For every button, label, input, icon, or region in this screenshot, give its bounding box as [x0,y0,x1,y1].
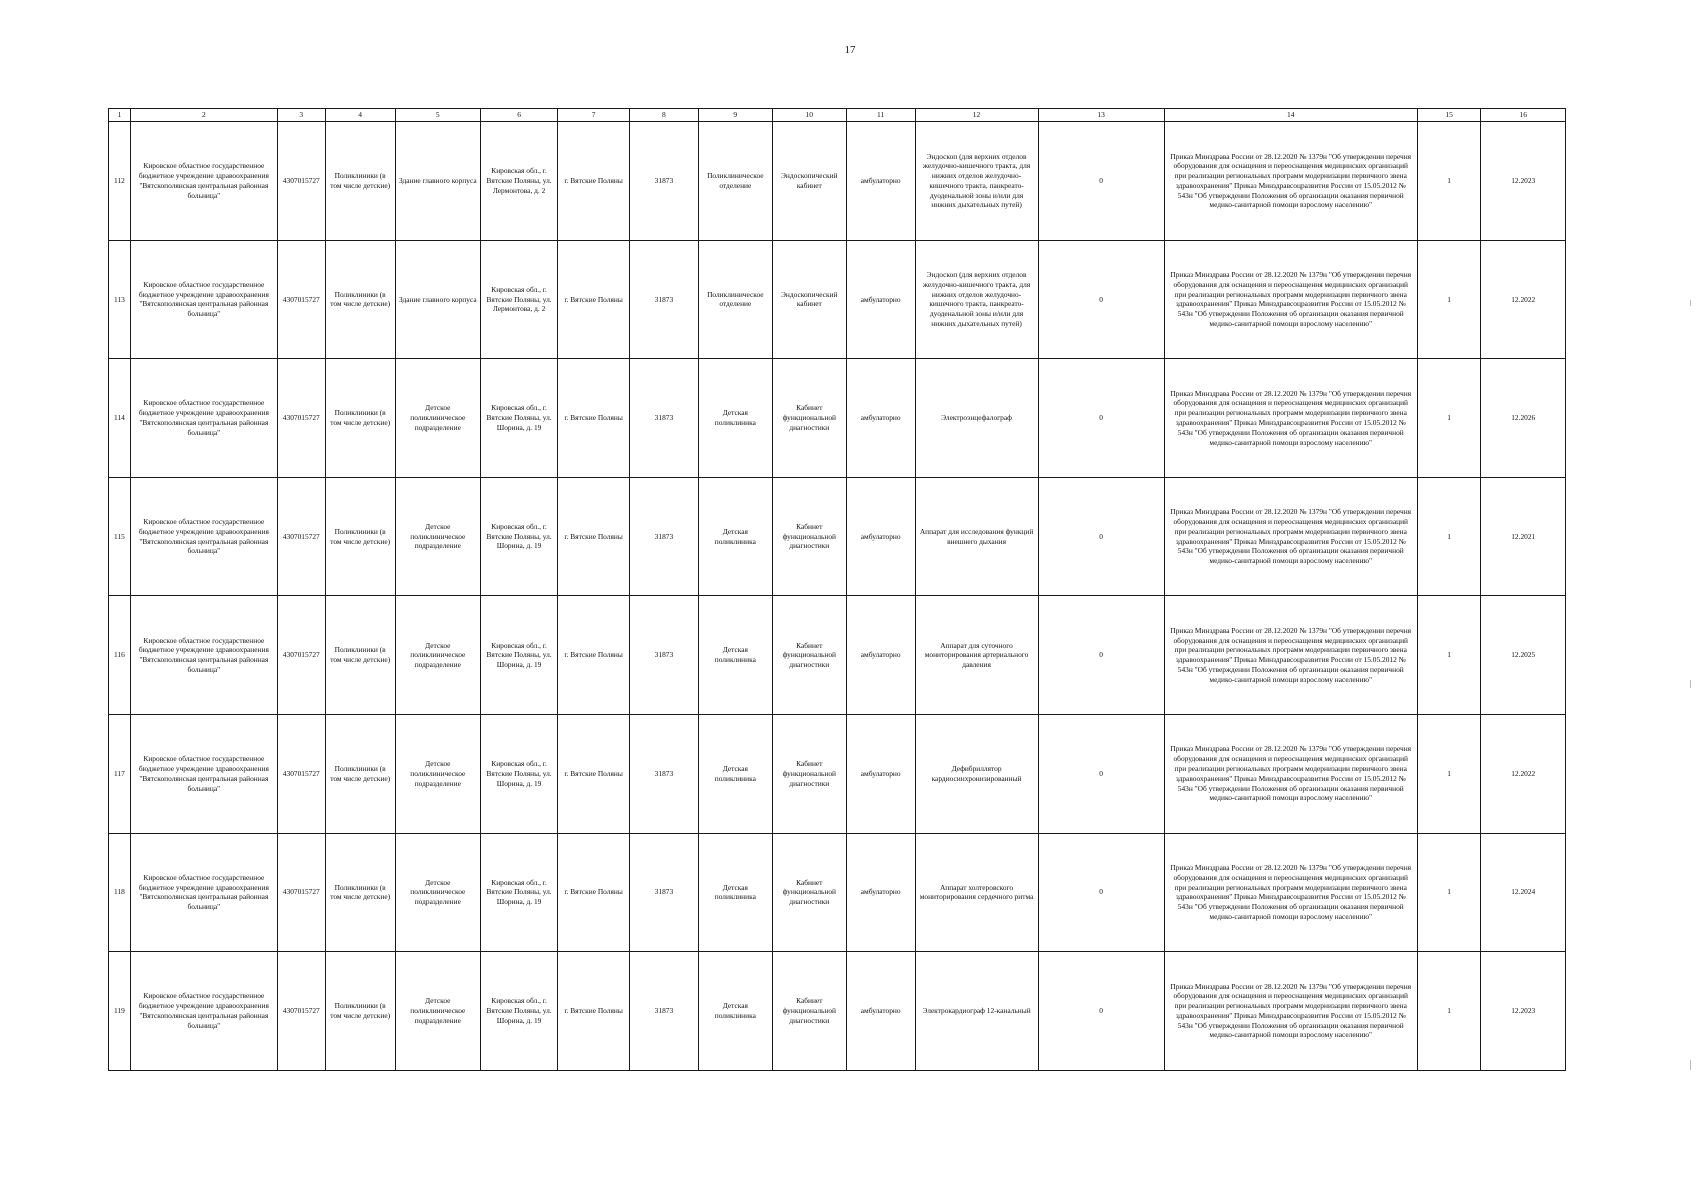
available-count: 0 [1038,240,1164,359]
regulation-order: Приказ Минздрава России от 28.12.2020 № 1379н "Об утверждении перечня оборудования для оснащения и переоснащения медицинских организаций при реализации региональных программ модернизации первичного звена здравоохранения" Приказ Минздравсоцразвития России от 15.05.2012 № 543н "Об утверждении Положения об организации оказания первичной медико-санитарной помощи взрослому населению" [1164,833,1417,952]
inn-cell: 4307015727 [277,122,325,241]
equipment-name: Аппарат для суточного мониторирования артериального давления [915,596,1038,715]
code-cell: 31873 [630,714,699,833]
deadline-date: 12.2022 [1481,714,1566,833]
deadline-date: 12.2026 [1481,359,1566,478]
address-cell: Кировская обл., г. Вятские Поляны, ул. Шорина, д. 19 [481,833,558,952]
settlement-cell: г. Вятские Поляны [558,833,630,952]
row-number: 115 [109,477,131,596]
unit-type: Поликлиники (в том числе детские) [325,833,395,952]
care-type: амбулаторно [846,240,915,359]
scan-mark [1690,1060,1691,1070]
inn-cell: 4307015727 [277,477,325,596]
care-type: амбулаторно [846,833,915,952]
unit-type: Поликлиники (в том числе детские) [325,122,395,241]
department-cell: Детская поликлиника [698,714,772,833]
deadline-date: 12.2023 [1481,122,1566,241]
inn-cell: 4307015727 [277,596,325,715]
regulation-order: Приказ Минздрава России от 28.12.2020 № 1379н "Об утверждении перечня оборудования для оснащения и переоснащения медицинских организаций при реализации региональных программ модернизации первичного звена здравоохранения" Приказ Минздравсоцразвития России от 15.05.2012 № 543н "Об утверждении Положения об организации оказания первичной медико-санитарной помощи взрослому населению" [1164,240,1417,359]
address-cell: Кировская обл., г. Вятские Поляны, ул. Лермонтова, д. 2 [481,240,558,359]
available-count: 0 [1038,833,1164,952]
department-cell: Детская поликлиника [698,596,772,715]
column-number-row [109,109,1566,122]
care-type: амбулаторно [846,359,915,478]
organization-name: Кировское областное государственное бюджетное учреждение здравоохранения "Вятскополянская центральная районная больница" [130,240,277,359]
deadline-date: 12.2021 [1481,477,1566,596]
table-row [109,359,1566,478]
code-cell: 31873 [630,596,699,715]
settlement-cell: г. Вятские Поляны [558,596,630,715]
address-cell: Кировская обл., г. Вятские Поляны, ул. Шорина, д. 19 [481,952,558,1071]
column-number-9: 9 [698,109,772,122]
code-cell: 31873 [630,122,699,241]
organization-name: Кировское областное государственное бюджетное учреждение здравоохранения "Вятскополянская центральная районная больница" [130,714,277,833]
department-cell: Детская поликлиника [698,359,772,478]
column-number-3: 3 [277,109,325,122]
room-cell: Кабинет функциональной диагностики [772,359,846,478]
row-number: 114 [109,359,131,478]
available-count: 0 [1038,477,1164,596]
building-name: Детское поликлиническое подразделение [395,952,480,1071]
care-type: амбулаторно [846,952,915,1071]
inn-cell: 4307015727 [277,714,325,833]
quantity-cell: 1 [1417,359,1481,478]
scan-mark [1690,300,1691,306]
room-cell: Кабинет функциональной диагностики [772,952,846,1071]
available-count: 0 [1038,359,1164,478]
row-number: 116 [109,596,131,715]
regulation-order: Приказ Минздрава России от 28.12.2020 № 1379н "Об утверждении перечня оборудования для оснащения и переоснащения медицинских организаций при реализации региональных программ модернизации первичного звена здравоохранения" Приказ Минздравсоцразвития России от 15.05.2012 № 543н "Об утверждении Положения об организации оказания первичной медико-санитарной помощи взрослому населению" [1164,714,1417,833]
building-name: Здание главного корпуса [395,240,480,359]
care-type: амбулаторно [846,596,915,715]
quantity-cell: 1 [1417,952,1481,1071]
available-count: 0 [1038,122,1164,241]
code-cell: 31873 [630,952,699,1071]
inn-cell: 4307015727 [277,952,325,1071]
regulation-order: Приказ Минздрава России от 28.12.2020 № 1379н "Об утверждении перечня оборудования для оснащения и переоснащения медицинских организаций при реализации региональных программ модернизации первичного звена здравоохранения" Приказ Минздравсоцразвития России от 15.05.2012 № 543н "Об утверждении Положения об организации оказания первичной медико-санитарной помощи взрослому населению" [1164,477,1417,596]
inn-cell: 4307015727 [277,359,325,478]
quantity-cell: 1 [1417,122,1481,241]
address-cell: Кировская обл., г. Вятские Поляны, ул. Шорина, д. 19 [481,359,558,478]
table-row [109,122,1566,241]
quantity-cell: 1 [1417,240,1481,359]
table-body [109,122,1566,1071]
code-cell: 31873 [630,833,699,952]
equipment-name: Электрокардиограф 12-канальный [915,952,1038,1071]
deadline-date: 12.2023 [1481,952,1566,1071]
regulation-order: Приказ Минздрава России от 28.12.2020 № 1379н "Об утверждении перечня оборудования для оснащения и переоснащения медицинских организаций при реализации региональных программ модернизации первичного звена здравоохранения" Приказ Минздравсоцразвития России от 15.05.2012 № 543н "Об утверждении Положения об организации оказания первичной медико-санитарной помощи взрослому населению" [1164,122,1417,241]
code-cell: 31873 [630,359,699,478]
organization-name: Кировское областное государственное бюджетное учреждение здравоохранения "Вятскополянская центральная районная больница" [130,359,277,478]
row-number: 117 [109,714,131,833]
quantity-cell: 1 [1417,477,1481,596]
page-number: 17 [844,44,856,56]
row-number: 112 [109,122,131,241]
address-cell: Кировская обл., г. Вятские Поляны, ул. Шорина, д. 19 [481,596,558,715]
settlement-cell: г. Вятские Поляны [558,359,630,478]
regulation-order: Приказ Минздрава России от 28.12.2020 № 1379н "Об утверждении перечня оборудования для оснащения и переоснащения медицинских организаций при реализации региональных программ модернизации первичного звена здравоохранения" Приказ Минздравсоцразвития России от 15.05.2012 № 543н "Об утверждении Положения об организации оказания первичной медико-санитарной помощи взрослому населению" [1164,359,1417,478]
settlement-cell: г. Вятские Поляны [558,477,630,596]
unit-type: Поликлиники (в том числе детские) [325,952,395,1071]
care-type: амбулаторно [846,122,915,241]
column-number-5: 5 [395,109,480,122]
department-cell: Поликлиническое отделение [698,122,772,241]
column-number-1: 1 [109,109,131,122]
building-name: Детское поликлиническое подразделение [395,833,480,952]
organization-name: Кировское областное государственное бюджетное учреждение здравоохранения "Вятскополянская центральная районная больница" [130,477,277,596]
inn-cell: 4307015727 [277,833,325,952]
room-cell: Кабинет функциональной диагностики [772,833,846,952]
quantity-cell: 1 [1417,833,1481,952]
settlement-cell: г. Вятские Поляны [558,952,630,1071]
settlement-cell: г. Вятские Поляны [558,714,630,833]
table-row [109,714,1566,833]
building-name: Детское поликлиническое подразделение [395,714,480,833]
room-cell: Эндоскопический кабинет [772,122,846,241]
deadline-date: 12.2022 [1481,240,1566,359]
department-cell: Детская поликлиника [698,833,772,952]
table-row [109,240,1566,359]
regulation-order: Приказ Минздрава России от 28.12.2020 № 1379н "Об утверждении перечня оборудования для оснащения и переоснащения медицинских организаций при реализации региональных программ модернизации первичного звена здравоохранения" Приказ Минздравсоцразвития России от 15.05.2012 № 543н "Об утверждении Положения об организации оказания первичной медико-санитарной помощи взрослому населению" [1164,952,1417,1071]
column-number-10: 10 [772,109,846,122]
quantity-cell: 1 [1417,714,1481,833]
column-number-6: 6 [481,109,558,122]
code-cell: 31873 [630,240,699,359]
table-row [109,952,1566,1071]
equipment-name: Дефибриллятор кардиосинхронизированный [915,714,1038,833]
address-cell: Кировская обл., г. Вятские Поляны, ул. Шорина, д. 19 [481,477,558,596]
column-number-8: 8 [630,109,699,122]
equipment-name: Эндоскоп (для верхних отделов желудочно-кишечного тракта, для нижних отделов желудочно-кишечного тракта, панкреато-дуоденальной зоны и/или для нижних дыхательных путей) [915,122,1038,241]
table-row [109,477,1566,596]
inn-cell: 4307015727 [277,240,325,359]
row-number: 118 [109,833,131,952]
address-cell: Кировская обл., г. Вятские Поляны, ул. Шорина, д. 19 [481,714,558,833]
available-count: 0 [1038,714,1164,833]
column-number-2: 2 [130,109,277,122]
unit-type: Поликлиники (в том числе детские) [325,477,395,596]
settlement-cell: г. Вятские Поляны [558,240,630,359]
scan-mark [1690,680,1691,688]
building-name: Здание главного корпуса [395,122,480,241]
deadline-date: 12.2024 [1481,833,1566,952]
organization-name: Кировское областное государственное бюджетное учреждение здравоохранения "Вятскополянская центральная районная больница" [130,122,277,241]
room-cell: Кабинет функциональной диагностики [772,477,846,596]
organization-name: Кировское областное государственное бюджетное учреждение здравоохранения "Вятскополянская центральная районная больница" [130,952,277,1071]
deadline-date: 12.2025 [1481,596,1566,715]
unit-type: Поликлиники (в том числе детские) [325,359,395,478]
organization-name: Кировское областное государственное бюджетное учреждение здравоохранения "Вятскополянская центральная районная больница" [130,833,277,952]
column-number-4: 4 [325,109,395,122]
table-row [109,596,1566,715]
unit-type: Поликлиники (в том числе детские) [325,714,395,833]
column-number-7: 7 [558,109,630,122]
row-number: 113 [109,240,131,359]
care-type: амбулаторно [846,477,915,596]
table-row [109,833,1566,952]
available-count: 0 [1038,596,1164,715]
address-cell: Кировская обл., г. Вятские Поляны, ул. Лермонтова, д. 2 [481,122,558,241]
column-number-11: 11 [846,109,915,122]
column-number-13: 13 [1038,109,1164,122]
department-cell: Детская поликлиника [698,952,772,1071]
unit-type: Поликлиники (в том числе детские) [325,596,395,715]
quantity-cell: 1 [1417,596,1481,715]
room-cell: Эндоскопический кабинет [772,240,846,359]
column-number-15: 15 [1417,109,1481,122]
regulation-order: Приказ Минздрава России от 28.12.2020 № 1379н "Об утверждении перечня оборудования для оснащения и переоснащения медицинских организаций при реализации региональных программ модернизации первичного звена здравоохранения" Приказ Минздравсоцразвития России от 15.05.2012 № 543н "Об утверждении Положения об организации оказания первичной медико-санитарной помощи взрослому населению" [1164,596,1417,715]
equipment-name: Электроэнцефалограф [915,359,1038,478]
column-number-14: 14 [1164,109,1417,122]
column-number-16: 16 [1481,109,1566,122]
building-name: Детское поликлиническое подразделение [395,596,480,715]
organization-name: Кировское областное государственное бюджетное учреждение здравоохранения "Вятскополянская центральная районная больница" [130,596,277,715]
row-number: 119 [109,952,131,1071]
equipment-name: Аппарат холтеровского мониторирования сердечного ритма [915,833,1038,952]
settlement-cell: г. Вятские Поляны [558,122,630,241]
building-name: Детское поликлиническое подразделение [395,359,480,478]
available-count: 0 [1038,952,1164,1071]
equipment-name: Аппарат для исследования функций внешнего дыхания [915,477,1038,596]
department-cell: Поликлиническое отделение [698,240,772,359]
code-cell: 31873 [630,477,699,596]
unit-type: Поликлиники (в том числе детские) [325,240,395,359]
equipment-table [108,108,1566,1071]
care-type: амбулаторно [846,714,915,833]
room-cell: Кабинет функциональной диагностики [772,596,846,715]
department-cell: Детская поликлиника [698,477,772,596]
equipment-name: Эндоскоп (для верхних отделов желудочно-кишечного тракта, для нижних отделов желудочно-кишечного тракта, панкреато-дуоденальной зоны и/или для нижних дыхательных путей) [915,240,1038,359]
room-cell: Кабинет функциональной диагностики [772,714,846,833]
column-number-12: 12 [915,109,1038,122]
building-name: Детское поликлиническое подразделение [395,477,480,596]
